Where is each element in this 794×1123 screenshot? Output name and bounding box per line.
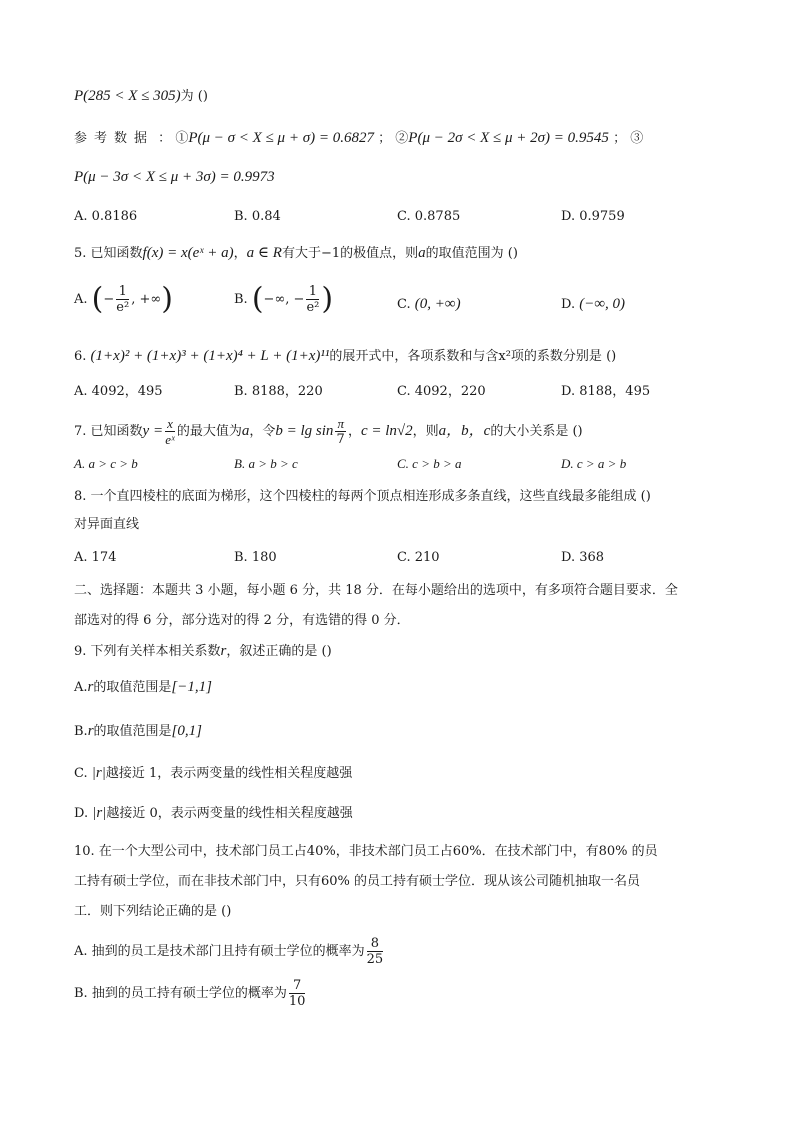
q6-number: 6. <box>74 349 87 364</box>
q9-stem: 9. 下列有关样本相关系数r，叙述正确的是 () <box>74 643 332 659</box>
q7-stem <box>74 413 754 449</box>
reference-sep-2: ； <box>613 131 627 146</box>
q10-option-b: B. 抽到的员工持有硕士学位的概率为 $\frac{7}{10}$ <box>74 978 306 1009</box>
q8-line-1: 8. 一个直四棱柱的底面为梯形，这个四棱柱的每两个顶点相连形成多条直线，这些直线最多能组成 () <box>74 489 651 504</box>
q8-option-a: A. 174 <box>74 550 117 565</box>
q7-number: 7. 已知函数 <box>74 424 143 439</box>
reference-sep-1: ； <box>378 131 392 146</box>
q7-text-5: 的大小关系是 () <box>490 424 583 439</box>
q5-option-c: C. (0, +∞) <box>397 296 461 312</box>
q7-y: y = <box>142 423 164 439</box>
q4-tail <box>74 86 754 107</box>
reference-mark-2: ② <box>395 131 409 146</box>
q7-abc: a，b，c <box>438 423 491 439</box>
q7-fraction-b: $\frac{\pi}{7}$ <box>336 416 345 447</box>
q4-option-d: D. 0.9759 <box>561 209 625 224</box>
q7-option-a: A. a > c > b <box>74 456 138 471</box>
q7-option-b: B. a > b > c <box>234 456 298 471</box>
q7-text-3: ， <box>347 424 361 439</box>
q5-option-b: B. (−∞, − $\frac{1}{\text{e²}}$ ) <box>234 281 334 317</box>
section2-line-2: 部选对的得 6 分，部分选对的得 2 分，有选错的得 0 分． <box>74 613 410 628</box>
q7-fraction-f: $\frac{x}{\text{eˣ}}$ <box>165 416 175 447</box>
q6-text: 的展开式中，各项系数和与含x²项的系数分别是 () <box>329 349 617 364</box>
q10-line-3: 工．则下列结论正确的是 () <box>74 904 232 919</box>
reference-item-2: P(μ − 2σ < X ≤ μ + 2σ) = 0.9545 <box>408 130 609 146</box>
q6-option-c: C. 4092，220 <box>397 384 486 399</box>
q4-option-c: C. 0.8785 <box>397 209 461 224</box>
reference-colon: ： <box>158 131 172 146</box>
q4-probability: P(285 < X ≤ 305) <box>74 88 181 104</box>
q10-line-2: 工持有硕士学位，而在非技术部门中，只有60% 的员工持有硕士学位．现从该公司随机抽取一名员 <box>74 874 641 889</box>
q7-text-1: 的最大值为 <box>176 424 242 439</box>
q6-stem <box>74 346 754 367</box>
reference-mark-1: ① <box>175 131 189 146</box>
q6-expression: (1+x)² + (1+x)³ + (1+x)⁴ + L + (1+x)¹¹ <box>90 348 330 364</box>
reference-data-line <box>74 128 754 149</box>
q5-number: 5. 已知函数 <box>74 246 143 261</box>
q7-c: c = ln√2 <box>360 423 413 439</box>
q9-option-a: A.r的取值范围是[−1,1] <box>74 679 212 695</box>
q6-option-a: A. 4092，495 <box>74 384 163 399</box>
reference-item-3: P(μ − 3σ < X ≤ μ + 3σ) = 0.9973 <box>74 169 275 185</box>
q10-fraction-b: $\frac{7}{10}$ <box>288 978 306 1009</box>
q7-option-d: D. c > a > b <box>561 456 627 471</box>
q4-options <box>74 207 754 229</box>
q10-fraction-a: $\frac{8}{25}$ <box>366 936 384 967</box>
q4-stem: 为 () <box>180 89 208 104</box>
q7-options <box>74 454 754 476</box>
q5-options <box>74 281 754 324</box>
reference-data-line-2 <box>74 167 754 188</box>
reference-label: 参考数据 <box>74 131 155 146</box>
q8-option-c: C. 210 <box>397 550 440 565</box>
q8-line-2: 对异面直线 <box>74 517 140 532</box>
q10-line-1: 10. 在一个大型公司中，技术部门员工占40%，非技术部门员工占60%．在技术部门中，有80% 的员 <box>74 844 658 859</box>
q9-option-c: C. |r|越接近 1，表示两变量的线性相关程度越强 <box>74 765 353 781</box>
q7-text-4: ，则 <box>412 424 439 439</box>
q6-option-b: B. 8188，220 <box>234 384 323 399</box>
q9-option-d: D. |r|越接近 0，表示两变量的线性相关程度越强 <box>74 805 353 821</box>
q5-text-2: 的取值范围为 () <box>425 246 518 261</box>
q5-variable: a <box>418 245 426 261</box>
q5-option-d: D. (−∞, 0) <box>561 296 626 312</box>
reference-item-1: P(μ − σ < X ≤ μ + σ) = 0.6827 <box>188 130 374 146</box>
q5-stem <box>74 243 754 264</box>
q5-condition: a ∈ R <box>246 245 282 261</box>
q6-option-d: D. 8188，495 <box>561 384 651 399</box>
q7-b: b = lg sin <box>275 423 334 439</box>
q5-text-1: 有大于−1的极值点，则 <box>281 246 419 261</box>
q8-option-d: D. 368 <box>561 550 605 565</box>
q7-option-c: C. c > b > a <box>397 456 462 471</box>
q9-r: r <box>220 643 227 659</box>
reference-mark-3: ③ <box>630 131 644 146</box>
q7-a: a <box>241 423 250 439</box>
q4-option-b: B. 0.84 <box>234 209 281 224</box>
q8-option-b: B. 180 <box>234 550 277 565</box>
q4-option-a: A. 0.8186 <box>74 209 138 224</box>
q6-options <box>74 382 754 404</box>
q8-options <box>74 548 754 570</box>
q5-function: f(x) = x(eˣ + a) <box>142 245 234 261</box>
q9-option-b: B.r的取值范围是[0,1] <box>74 723 202 739</box>
q5-comma: ， <box>233 246 247 261</box>
q7-text-2: ，令 <box>249 424 276 439</box>
q5-option-a: A. (− $\frac{1}{\text{e²}}$ , +∞) <box>74 281 173 317</box>
section2-line-1: 二、选择题：本题共 3 小题，每小题 6 分，共 18 分．在每小题给出的选项中，有多项符合题目要求．全 <box>74 583 678 598</box>
q10-option-a: A. 抽到的员工是技术部门且持有硕士学位的概率为 $\frac{8}{25}$ <box>74 936 384 967</box>
